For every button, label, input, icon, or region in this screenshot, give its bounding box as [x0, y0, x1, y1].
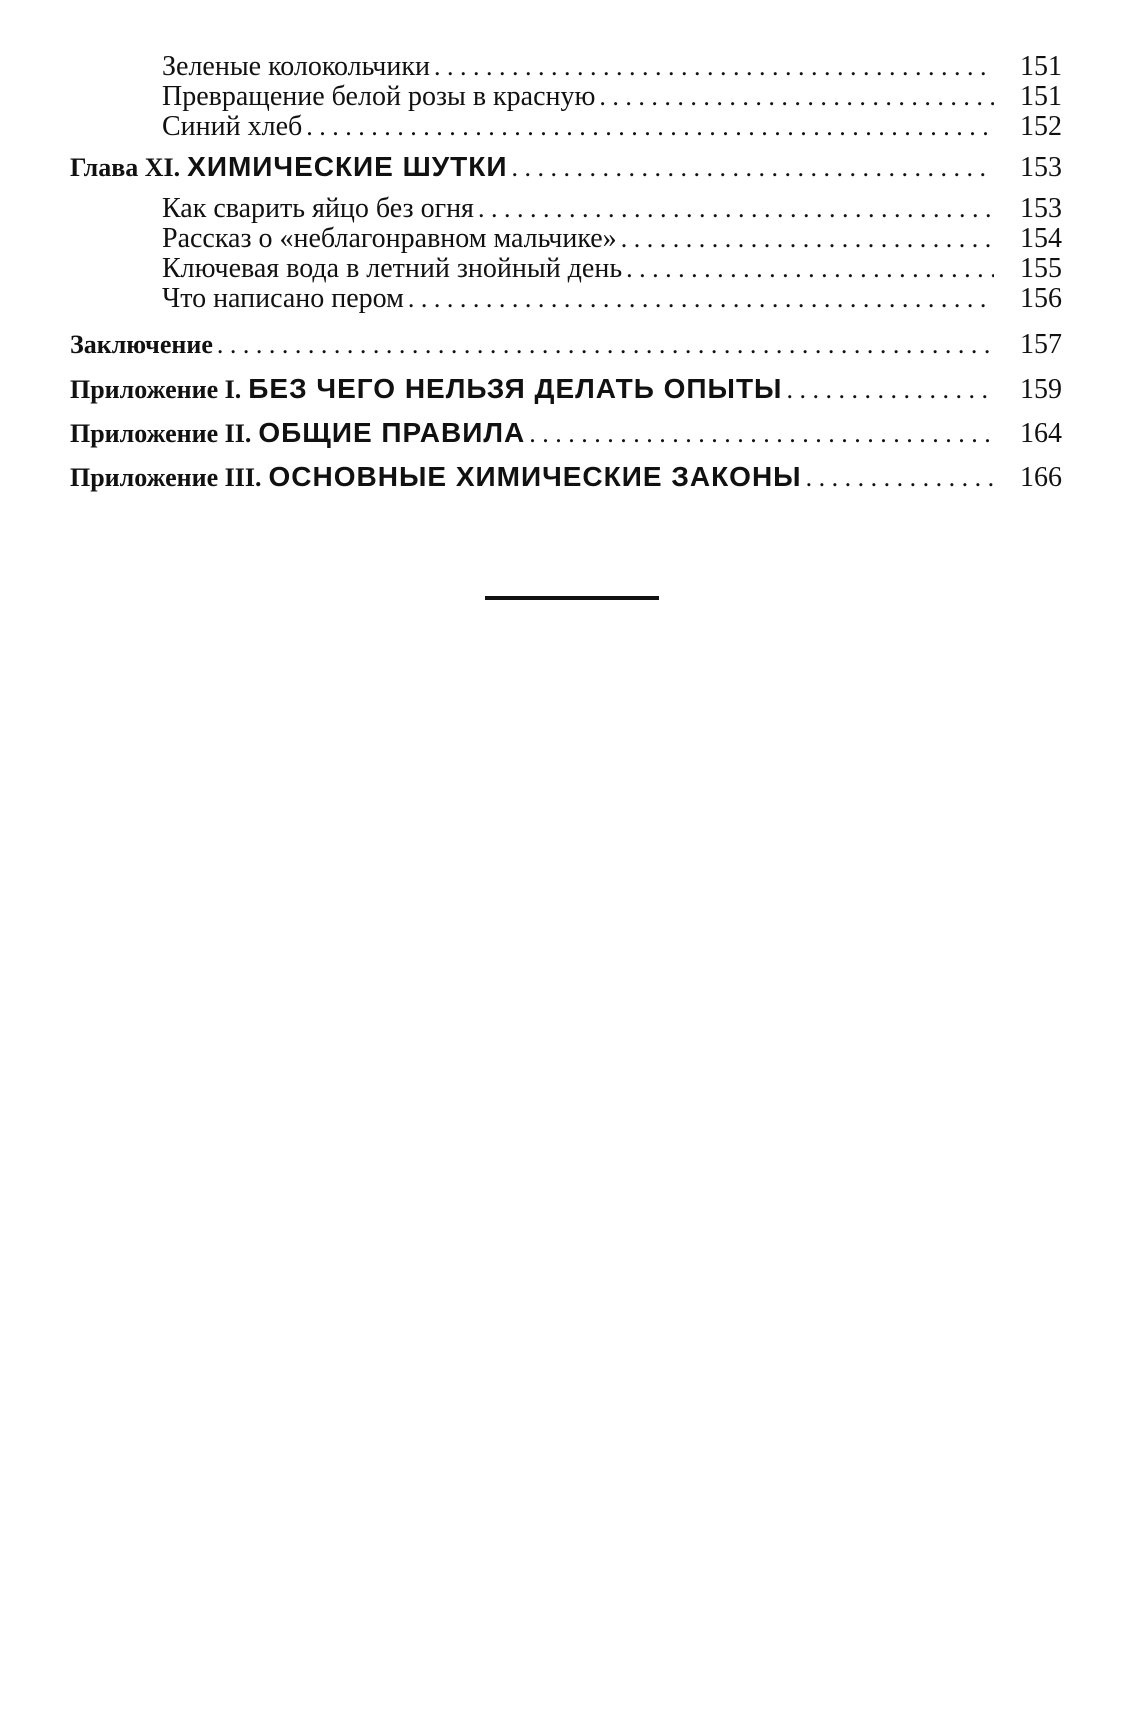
dot-leader	[599, 82, 994, 112]
dot-leader	[408, 284, 994, 314]
toc-entry	[70, 284, 1080, 314]
toc-entry	[70, 254, 1080, 284]
dot-leader	[626, 254, 994, 284]
toc-entry-page: 156	[1020, 284, 1062, 314]
dot-leader	[434, 52, 994, 82]
toc-entry-page: 164	[1020, 418, 1062, 448]
dot-leader	[806, 463, 994, 492]
toc-entry-page: 155	[1020, 254, 1062, 284]
dot-leader	[478, 194, 994, 224]
toc-entry-page: 151	[1020, 52, 1062, 82]
toc-entry-page: 159	[1020, 374, 1062, 404]
dot-leader	[529, 419, 994, 448]
toc-entry	[70, 112, 1080, 142]
toc-appendix	[70, 418, 1080, 448]
dot-leader	[621, 224, 994, 254]
toc-entry-title: Зеленые колокольчики	[162, 52, 430, 82]
conclusion-title: Заключение	[70, 330, 213, 359]
dot-leader	[512, 153, 994, 182]
toc-entry	[70, 194, 1080, 224]
toc-entry	[70, 82, 1080, 112]
toc-entry-title: Ключевая вода в летний знойный день	[162, 254, 623, 284]
appendix-title: ОБЩИЕ ПРАВИЛА	[258, 418, 526, 448]
dot-leader	[786, 375, 994, 404]
toc-entry-page: 153	[1020, 152, 1062, 182]
toc-entry	[70, 224, 1080, 254]
appendix-title: ОСНОВНЫЕ ХИМИЧЕСКИЕ ЗАКОНЫ	[268, 462, 802, 492]
appendix-prefix: Приложение II.	[70, 419, 252, 448]
toc-entry-title: Как сварить яйцо без огня	[162, 194, 474, 224]
dot-leader	[306, 112, 994, 142]
chapter-prefix: Глава XI.	[70, 153, 181, 182]
toc-entry-title: Превращение белой розы в красную	[162, 82, 596, 112]
table-of-contents	[70, 52, 1080, 492]
end-rule-divider	[485, 596, 659, 600]
dot-leader	[217, 330, 994, 360]
toc-entry-page: 166	[1020, 462, 1062, 492]
toc-chapter-heading	[70, 152, 1080, 182]
chapter-title: ХИМИЧЕСКИЕ ШУТКИ	[187, 152, 508, 182]
toc-entry-page: 153	[1020, 194, 1062, 224]
toc-entry-page: 152	[1020, 112, 1062, 142]
appendix-prefix: Приложение I.	[70, 375, 242, 404]
toc-entry-page: 157	[1020, 330, 1062, 360]
toc-entry-title: Рассказ о «неблагонравном мальчике»	[162, 224, 617, 254]
toc-appendix	[70, 374, 1080, 404]
toc-appendix	[70, 462, 1080, 492]
toc-entry-page: 151	[1020, 82, 1062, 112]
appendix-title: БЕЗ ЧЕГО НЕЛЬЗЯ ДЕЛАТЬ ОПЫТЫ	[248, 374, 783, 404]
appendix-prefix: Приложение III.	[70, 463, 262, 492]
toc-conclusion	[70, 330, 1080, 360]
toc-entry	[70, 52, 1080, 82]
toc-entry-page: 154	[1020, 224, 1062, 254]
toc-entry-title: Синий хлеб	[162, 112, 303, 142]
toc-entry-title: Что написано пером	[162, 284, 404, 314]
